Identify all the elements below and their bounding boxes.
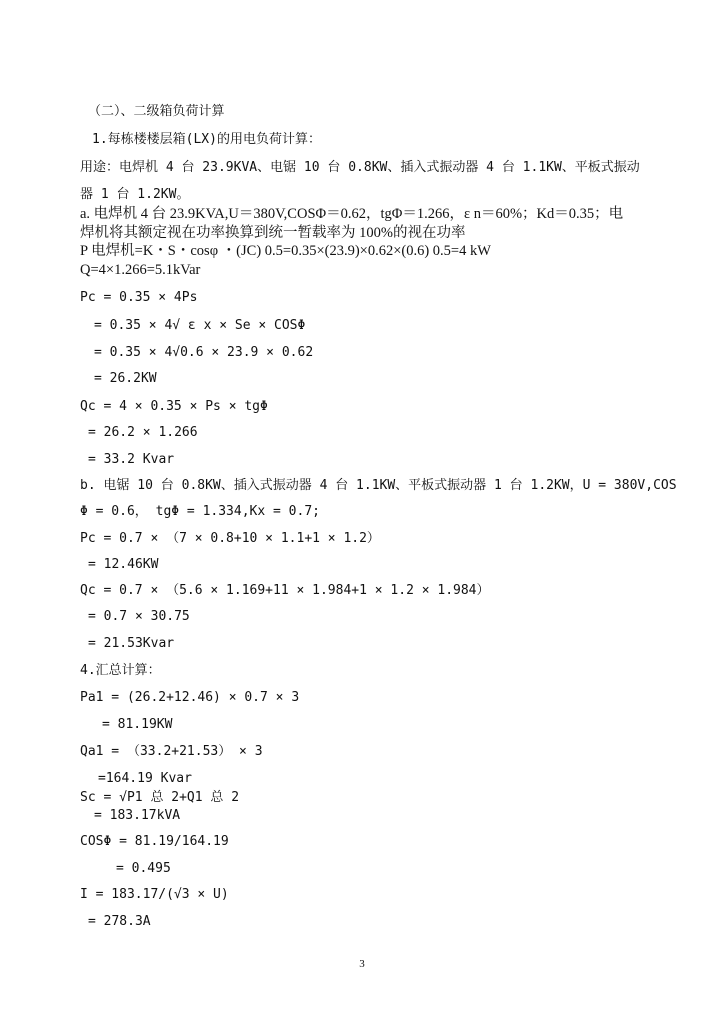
- pa-line-0: Pa1 = (26.2+12.46) × 0.7 × 3: [80, 690, 300, 705]
- p-weld-formula: P 电焊机=K・S・cosφ ・(JC) 0.5=0.35×(23.9)×0.62×(0.6) 0.5=4 kW: [80, 243, 491, 259]
- qcb-line-2: = 21.53Kvar: [88, 636, 175, 651]
- q-weld-formula: Q=4×1.266=5.1kVar: [80, 262, 201, 278]
- i-line-0: I = 183.17/(√3 × U): [80, 887, 229, 902]
- i-line-1: = 278.3A: [88, 914, 151, 929]
- summary-heading: 4.汇总计算：: [80, 663, 161, 678]
- a-line-1: a. 电焊机 4 台 23.9KVA,U＝380V,COSΦ＝0.62，tgΦ＝1.266，ε n＝60%；Kd＝0.35；电: [80, 206, 624, 222]
- section-heading: （二）、二级箱负荷计算: [88, 104, 225, 119]
- b-line-2: Φ = 0.6， tgΦ = 1.334,Kx = 0.7;: [80, 504, 320, 519]
- pc-line-3: = 26.2KW: [94, 371, 157, 386]
- sub-heading: 1.每栋楼楼层箱(LX)的用电负荷计算：: [92, 132, 321, 147]
- qa-line-0: Qa1 = （33.2+21.53） × 3: [80, 744, 263, 759]
- qc-line-0: Qc = 4 × 0.35 × Ps × tgΦ: [80, 399, 268, 414]
- a-line-2: 焊机将其额定视在功率换算到统一暂载率为 100%的视在功率: [80, 225, 466, 241]
- qc-line-2: = 33.2 Kvar: [88, 452, 175, 467]
- cos-line-0: COSΦ = 81.19/164.19: [80, 834, 229, 849]
- cos-line-1: = 0.495: [116, 861, 171, 876]
- pc-line-2: = 0.35 × 4√0.6 × 23.9 × 0.62: [94, 345, 314, 360]
- sc-line-1: = 183.17kVA: [94, 808, 181, 823]
- pc-line-1: = 0.35 × 4√ ε x × Se × COSΦ: [94, 318, 306, 333]
- pcb-line-1: = 12.46KW: [88, 557, 159, 572]
- pa-line-1: = 81.19KW: [102, 717, 173, 732]
- usage-line-1: 用途：电焊机 4 台 23.9KVA、电锯 10 台 0.8KW、插入式振动器 4 台 1.1KW、平板式振动: [80, 160, 640, 175]
- sc-line-0: Sc = √P1 总 2+Q1 总 2: [80, 790, 240, 805]
- qc-line-1: = 26.2 × 1.266: [88, 425, 198, 440]
- qa-line-1: =164.19 Kvar: [98, 771, 192, 786]
- pc-line-0: Pc = 0.35 × 4Ps: [80, 290, 198, 305]
- pcb-line-0: Pc = 0.7 × （7 × 0.8+10 × 1.1+1 × 1.2）: [80, 531, 380, 546]
- qcb-line-0: Qc = 0.7 × （5.6 × 1.169+11 × 1.984+1 × 1.2 × 1.984）: [80, 583, 490, 598]
- b-line-1: b. 电锯 10 台 0.8KW、插入式振动器 4 台 1.1KW、平板式振动器 1 台 1.2KW，U = 380V,COS: [80, 478, 677, 493]
- page-number: 3: [359, 958, 365, 970]
- usage-line-2: 器 1 台 1.2KW。: [80, 187, 190, 202]
- qcb-line-1: = 0.7 × 30.75: [88, 609, 190, 624]
